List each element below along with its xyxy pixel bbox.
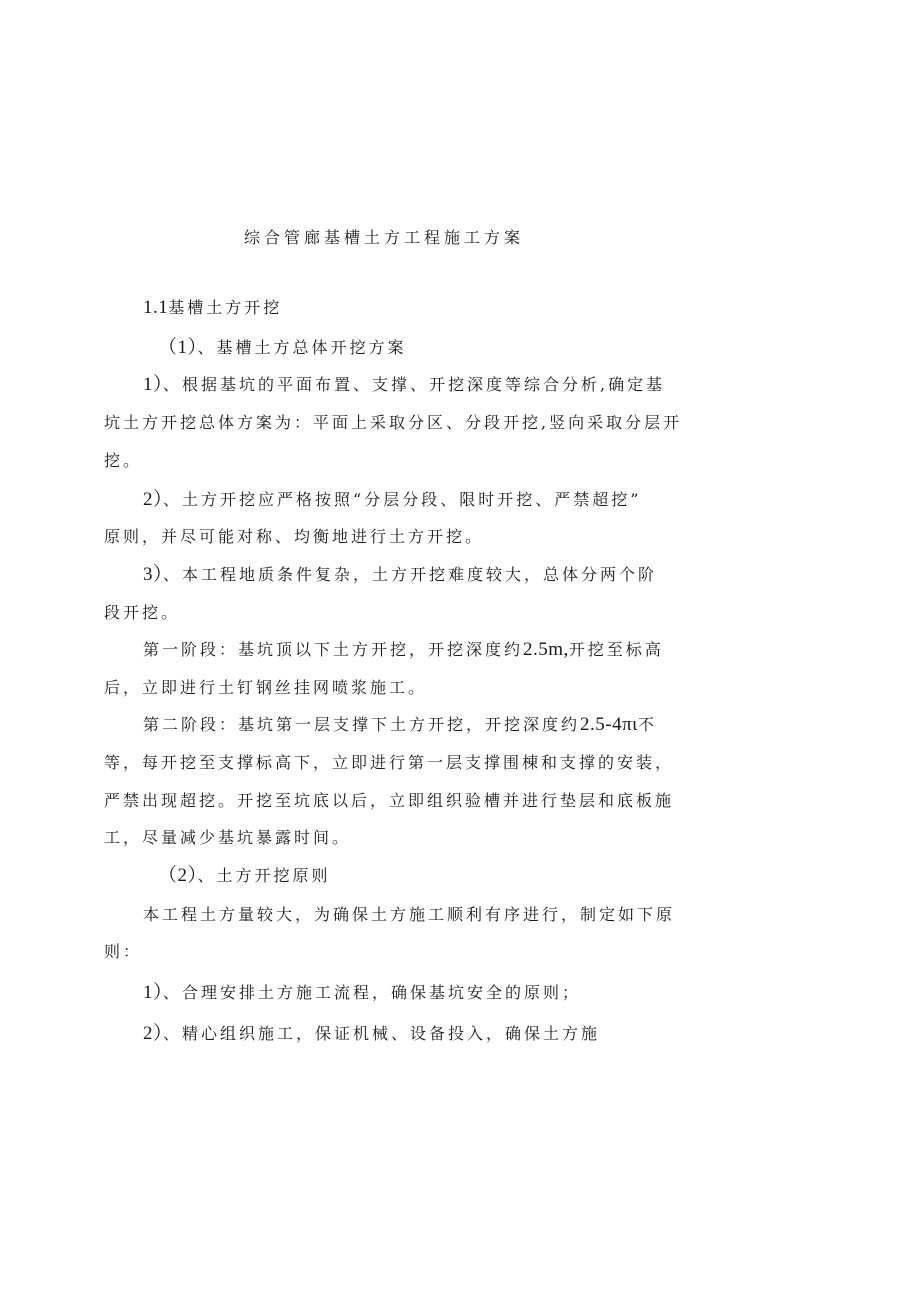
intro-line-1: 本工程土方量较大，为确保土方施工顺利有序进行，制定如下原	[143, 905, 676, 924]
paragraph-2-line-1	[143, 490, 641, 510]
intro-line-2: 则：	[104, 942, 143, 961]
principle-2	[143, 1024, 600, 1044]
paragraph-2-line-2: 原则，并尽可能对称、均衡地进行土方开挖。	[104, 527, 485, 546]
subsection-heading-2	[158, 866, 331, 886]
stage-2-line-3: 严禁出现超挖。开挖至坑底以后，立即组织验槽并进行垫层和底板施	[104, 791, 675, 810]
depth-value: 2.5-4πι	[580, 714, 638, 735]
item-number: 1）	[143, 374, 164, 395]
section-heading	[143, 298, 282, 318]
paragraph-1-line-3: 挖。	[104, 451, 143, 470]
text-line: 、土方开挖应严格按照“分层分段、限时开挖、严禁超挖”	[163, 490, 642, 509]
section-heading-text: 基槽土方开挖	[168, 298, 283, 317]
paragraph-1-line-2: 坑土方开挖总体方案为：平面上采取分区、分段开挖,竖向采取分层开	[104, 413, 683, 432]
stage-2-line-4: 工，尽量减少基坑暴露时间。	[104, 828, 352, 847]
subsection-number-2: （2）	[158, 865, 198, 886]
item-number: 3）	[143, 564, 164, 585]
text-line: 开挖至标高	[568, 640, 664, 659]
stage-2-line-2: 等，每开挖至支撑标高下，立即进行第一层支撑围棟和支撑的安装，	[104, 753, 675, 772]
text-line: 第二阶段：基坑第一层支撑下土方开挖，开挖深度约	[143, 715, 581, 734]
text-line: 不	[637, 715, 657, 734]
item-number: 2）	[143, 1023, 164, 1044]
text-line: 第一阶段：基坑顶以下土方开挖，开挖深度约	[143, 640, 524, 659]
stage-1-line-1	[143, 640, 664, 660]
section-number: 1.1	[143, 297, 169, 318]
subsection-heading-text-1: 、基槽土方总体开挖方案	[197, 338, 407, 357]
subsection-number-1: （1）	[158, 337, 198, 358]
paragraph-3-line-1	[143, 565, 657, 585]
page-title: 综合管廊基槽土方工程施工方案	[244, 228, 525, 247]
subsection-heading-1	[158, 338, 407, 358]
item-number: 1）	[143, 982, 164, 1003]
text-line: 、根据基坑的平面布置、支撑、开挖深度等综合分析,确定基	[163, 375, 666, 394]
item-number: 2）	[143, 489, 164, 510]
text-line: 、合理安排土方施工流程，确保基坑安全的原则；	[163, 983, 582, 1002]
paragraph-1-line-1	[143, 375, 665, 395]
stage-2-line-1	[143, 715, 657, 735]
depth-value: 2.5m,	[523, 639, 569, 660]
paragraph-3-line-2: 段开挖。	[104, 603, 181, 622]
stage-1-line-2: 后，立即进行土钉钢丝挂网喷浆施工。	[104, 678, 428, 697]
text-line: 、精心组织施工，保证机械、设备投入，确保土方施	[163, 1024, 601, 1043]
subsection-heading-text-2: 、土方开挖原则	[197, 866, 331, 885]
text-line: 、本工程地质条件复杂，土方开挖难度较大，总体分两个阶	[163, 565, 658, 584]
principle-1	[143, 983, 581, 1003]
